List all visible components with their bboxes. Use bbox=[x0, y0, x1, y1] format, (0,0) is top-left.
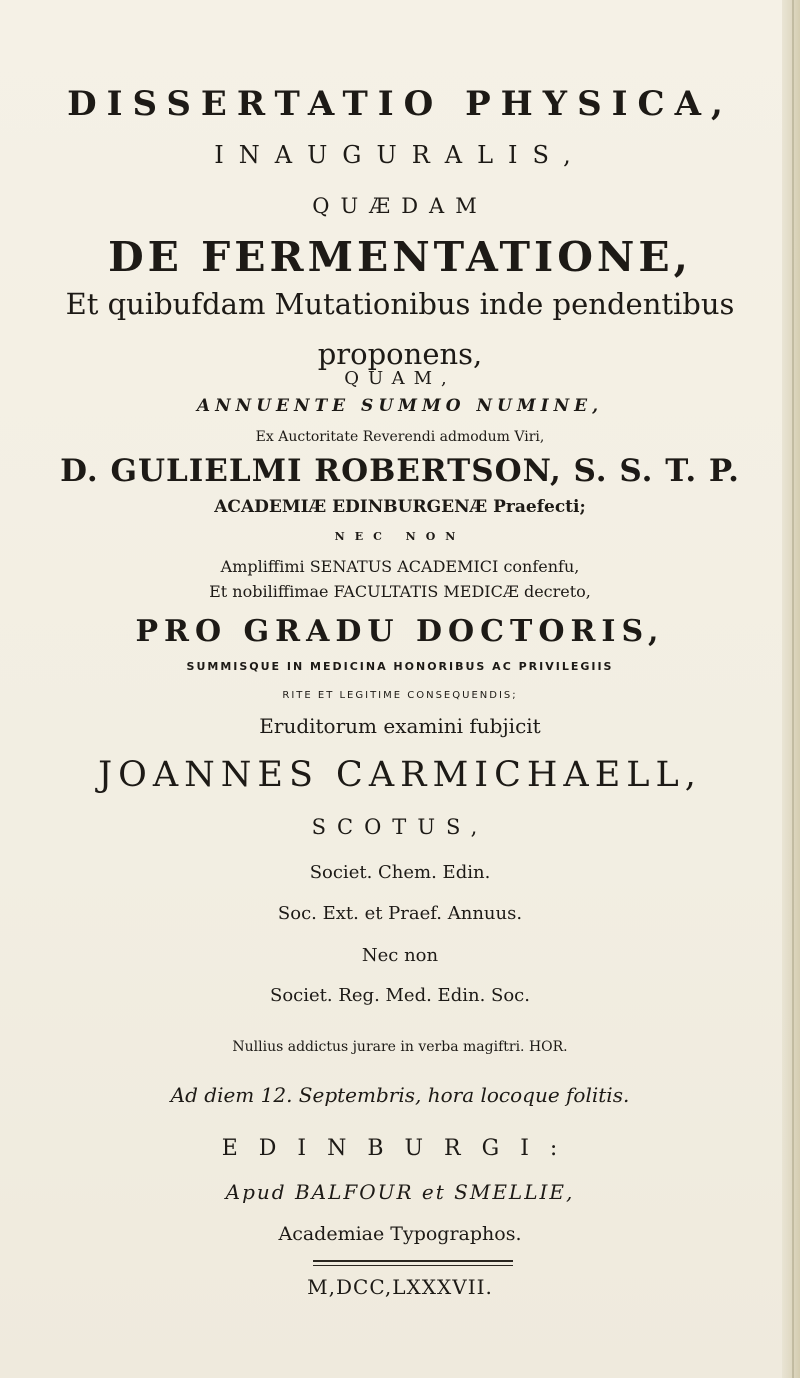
typographos-line: Academiae Typographos. bbox=[278, 1223, 522, 1245]
nec-non-line-2: Nec non bbox=[361, 945, 439, 966]
quaedam-line: QUÆDAM bbox=[312, 194, 488, 218]
imprint-rule bbox=[313, 1260, 513, 1262]
imprint-place: EDINBURGI: bbox=[221, 1136, 579, 1161]
consequendis-line: RITE ET LEGITIME CONSEQUENDIS; bbox=[282, 690, 518, 701]
nec-non-line: NEC NON bbox=[334, 530, 466, 543]
honoribus-line: SUMMISQUE IN MEDICINA HONORIBUS AC PRIVILEGIIS bbox=[186, 660, 614, 673]
date-line: Ad diem 12. Septembris, hora locoque folitis. bbox=[170, 1083, 630, 1107]
quam-line: QUAM, bbox=[344, 368, 456, 389]
imprint-year: M,DCC,LXXXVII. bbox=[307, 1275, 493, 1299]
inauguralis-line: INAUGURALIS, bbox=[214, 141, 586, 169]
horace-epigraph: Nullius addictus jurare in verba magiftri. HOR. bbox=[232, 1039, 568, 1055]
degree-line: PRO GRADU DOCTORIS, bbox=[135, 614, 665, 649]
annuente-line: ANNUENTE SUMMO NUMINE, bbox=[196, 396, 604, 416]
auctoritate-line: Ex Auctoritate Reverendi admodum Viri, bbox=[255, 429, 545, 445]
principal-name: D. GULIELMI ROBERTSON, S. S. T. P. bbox=[60, 453, 740, 489]
printers-line: Apud BALFOUR et SMELLIE, bbox=[225, 1180, 575, 1204]
eruditorum-line: Eruditorum examini fubjicit bbox=[259, 714, 541, 738]
subtitle-line: Et quibufdam Mutationibus inde pendentibus bbox=[65, 287, 735, 321]
society-chem-line: Societ. Chem. Edin. bbox=[309, 862, 491, 883]
author-name: JOANNES CARMICHAELL, bbox=[98, 755, 702, 795]
dissertation-heading: DISSERTATIO PHYSICA, bbox=[67, 84, 733, 124]
scotus-line: SCOTUS, bbox=[311, 815, 489, 839]
senatus-line: Ampliffimi SENATUS ACADEMICI confenfu, bbox=[220, 557, 580, 576]
society-reg-line: Societ. Reg. Med. Edin. Soc. bbox=[270, 985, 530, 1006]
imprint-rule-thin bbox=[313, 1265, 513, 1266]
society-ext-line: Soc. Ext. et Praef. Annuus. bbox=[277, 903, 523, 924]
main-title: DE FERMENTATIONE, bbox=[108, 233, 692, 281]
proponens-line: proponens, bbox=[317, 337, 483, 371]
facultatis-line: Et nobiliffimae FACULTATIS MEDICÆ decreto, bbox=[209, 582, 591, 601]
academy-line: ACADEMIÆ EDINBURGENÆ Praefecti; bbox=[214, 497, 586, 517]
